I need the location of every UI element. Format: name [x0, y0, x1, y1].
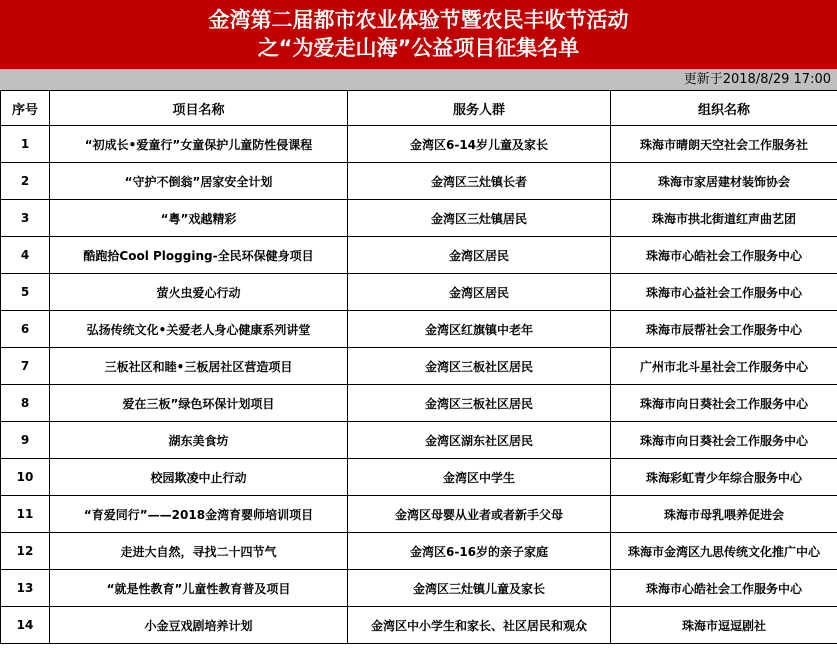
table-row: [1, 385, 837, 422]
cell-project-name: 萤火虫爱心行动: [50, 274, 348, 311]
cell-service-group: 金湾区中小学生和家长、社区居民和观众: [348, 607, 611, 644]
cell-project-name: 校园欺凌中止行动: [50, 459, 348, 496]
cell-service-group: 金湾区湖东社区居民: [348, 422, 611, 459]
cell-service-group: 金湾区红旗镇中老年: [348, 311, 611, 348]
cell-index: 9: [1, 422, 50, 459]
cell-project-name: 走进大自然，寻找二十四节气: [50, 533, 348, 570]
table-row: [1, 126, 837, 163]
cell-service-group: 金湾区居民: [348, 237, 611, 274]
table-row: [1, 163, 837, 200]
cell-index: 10: [1, 459, 50, 496]
cell-project-name: “初成长•爱童行”女童保护儿童防性侵课程: [50, 126, 348, 163]
cell-project-name: 酷跑拾Cool Plogging-全民环保健身项目: [50, 237, 348, 274]
cell-service-group: 金湾区母婴从业者或者新手父母: [348, 496, 611, 533]
table-row: [1, 607, 837, 644]
table-row: [1, 200, 837, 237]
table-row: [1, 533, 837, 570]
cell-project-name: 湖东美食坊: [50, 422, 348, 459]
cell-organization: 珠海市拱北街道红声曲艺团: [611, 200, 837, 237]
cell-organization: 珠海彩虹青少年综合服务中心: [611, 459, 837, 496]
cell-index: 12: [1, 533, 50, 570]
table-row: [1, 311, 837, 348]
cell-index: 14: [1, 607, 50, 644]
cell-service-group: 金湾区居民: [348, 274, 611, 311]
cell-project-name: “守护不倒翁”居家安全计划: [50, 163, 348, 200]
cell-index: 2: [1, 163, 50, 200]
cell-organization: 珠海市心皓社会工作服务中心: [611, 237, 837, 274]
cell-index: 6: [1, 311, 50, 348]
cell-index: 11: [1, 496, 50, 533]
title-line-1: 金湾第二届都市农业体验节暨农民丰收节活动: [208, 8, 629, 32]
project-list-table: [0, 90, 837, 644]
header-service-group: 服务人群: [348, 91, 611, 126]
cell-organization: 珠海市向日葵社会工作服务中心: [611, 385, 837, 422]
table-row: [1, 496, 837, 533]
cell-service-group: 金湾区三灶镇儿童及家长: [348, 570, 611, 607]
cell-service-group: 金湾区6-16岁的亲子家庭: [348, 533, 611, 570]
cell-index: 8: [1, 385, 50, 422]
header-project-name: 项目名称: [50, 91, 348, 126]
cell-organization: 珠海市晴朗天空社会工作服务社: [611, 126, 837, 163]
cell-index: 7: [1, 348, 50, 385]
cell-organization: 珠海市金湾区九思传统文化推广中心: [611, 533, 837, 570]
table-row: [1, 274, 837, 311]
cell-project-name: “育爱同行”——2018金湾育婴师培训项目: [50, 496, 348, 533]
cell-project-name: 三板社区和睦•三板居社区营造项目: [50, 348, 348, 385]
cell-index: 3: [1, 200, 50, 237]
title-line-2: 之“为爱走山海”公益项目征集名单: [257, 36, 580, 60]
cell-organization: 珠海市母乳喂养促进会: [611, 496, 837, 533]
cell-service-group: 金湾区三灶镇居民: [348, 200, 611, 237]
cell-organization: 珠海市心皓社会工作服务中心: [611, 570, 837, 607]
table-row: [1, 237, 837, 274]
cell-organization: 珠海市辰帮社会工作服务中心: [611, 311, 837, 348]
cell-project-name: “就是性教育”儿童性教育普及项目: [50, 570, 348, 607]
sheet-title-banner: [0, 0, 837, 69]
cell-organization: 珠海市家居建材装饰协会: [611, 163, 837, 200]
cell-service-group: 金湾区三板社区居民: [348, 385, 611, 422]
cell-index: 1: [1, 126, 50, 163]
table-row: [1, 422, 837, 459]
table-row: [1, 459, 837, 496]
update-timestamp: 更新于2018/8/29 17:00: [0, 69, 837, 90]
cell-project-name: 爱在三板”绿色环保计划项目: [50, 385, 348, 422]
header-organization: 组织名称: [611, 91, 837, 126]
cell-service-group: 金湾区三灶镇长者: [348, 163, 611, 200]
cell-index: 13: [1, 570, 50, 607]
cell-project-name: “粤”戏越精彩: [50, 200, 348, 237]
cell-service-group: 金湾区中学生: [348, 459, 611, 496]
table-header-row: [1, 91, 837, 126]
cell-service-group: 金湾区三板社区居民: [348, 348, 611, 385]
cell-organization: 珠海市向日葵社会工作服务中心: [611, 422, 837, 459]
cell-project-name: 弘扬传统文化•关爱老人身心健康系列讲堂: [50, 311, 348, 348]
cell-index: 5: [1, 274, 50, 311]
cell-organization: 珠海市逗逗剧社: [611, 607, 837, 644]
cell-service-group: 金湾区6-14岁儿童及家长: [348, 126, 611, 163]
table-row: [1, 570, 837, 607]
table-row: [1, 348, 837, 385]
cell-organization: 广州市北斗星社会工作服务中心: [611, 348, 837, 385]
cell-index: 4: [1, 237, 50, 274]
cell-project-name: 小金豆戏剧培养计划: [50, 607, 348, 644]
cell-organization: 珠海市心益社会工作服务中心: [611, 274, 837, 311]
header-index: 序号: [1, 91, 50, 126]
